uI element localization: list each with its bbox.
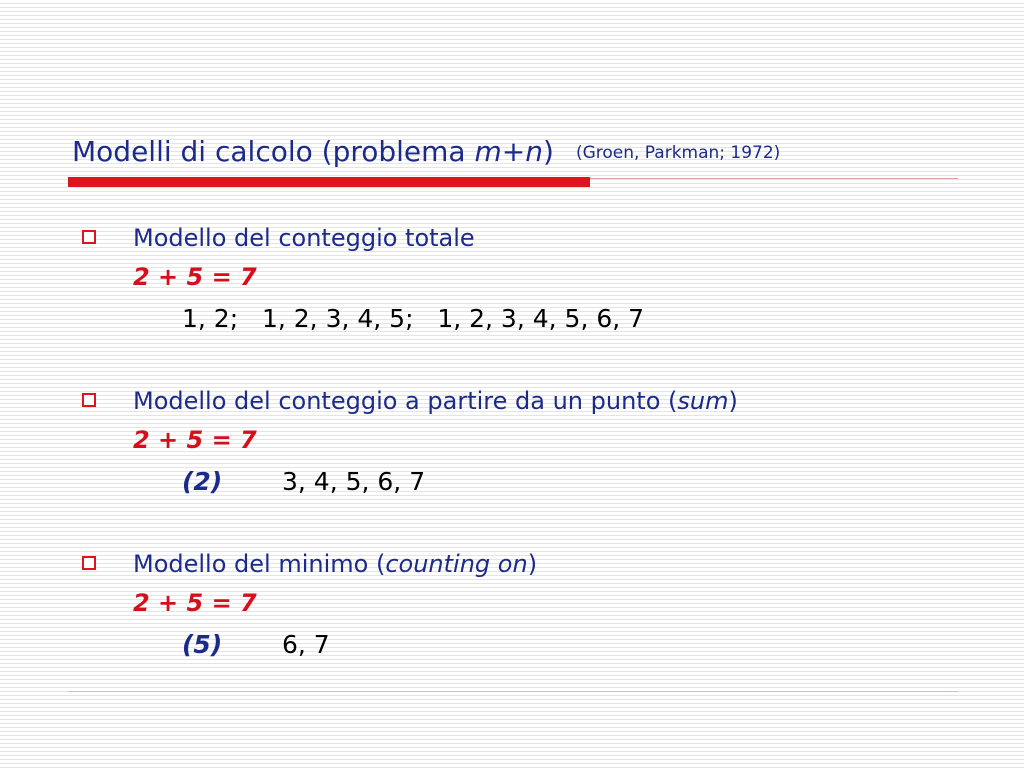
slide-title bbox=[72, 132, 780, 172]
heading-prefix: Modello del conteggio a partire da un punto ( bbox=[133, 387, 678, 415]
title-prefix: Modelli di calcolo (problema bbox=[72, 135, 475, 168]
footer-rule bbox=[68, 691, 958, 692]
square-bullet-icon bbox=[82, 230, 96, 244]
section-minimum-model bbox=[0, 549, 1024, 689]
section-heading bbox=[133, 549, 537, 579]
section-start-value: (5) bbox=[182, 630, 223, 659]
title-citation: (Groen, Parkman; 1972) bbox=[575, 143, 781, 163]
title-var-m: m bbox=[474, 135, 502, 168]
section-heading: Modello del conteggio totale bbox=[133, 224, 475, 252]
heading-prefix: Modello del minimo ( bbox=[133, 550, 386, 578]
section-start-value: (2) bbox=[182, 467, 223, 496]
title-thin-rule bbox=[590, 178, 958, 179]
section-equation: 2 + 5 = 7 bbox=[133, 263, 257, 291]
square-bullet-icon bbox=[82, 393, 96, 407]
section-equation: 2 + 5 = 7 bbox=[133, 426, 257, 454]
section-count-from-point bbox=[0, 386, 1024, 526]
square-bullet-icon bbox=[82, 556, 96, 570]
title-suffix: ) bbox=[543, 135, 554, 168]
section-sequence: 6, 7 bbox=[282, 630, 330, 659]
heading-term: sum bbox=[677, 387, 729, 415]
section-sequence: 3, 4, 5, 6, 7 bbox=[282, 467, 426, 496]
heading-suffix: ) bbox=[527, 550, 538, 578]
heading-suffix: ) bbox=[728, 387, 738, 415]
section-equation: 2 + 5 = 7 bbox=[133, 589, 257, 617]
section-sequence: 1, 2; 1, 2, 3, 4, 5; 1, 2, 3, 4, 5, 6, 7 bbox=[182, 304, 645, 333]
section-total-counting bbox=[0, 223, 1024, 363]
section-heading bbox=[133, 386, 738, 416]
heading-term: counting on bbox=[385, 550, 528, 578]
title-red-underline bbox=[68, 177, 590, 187]
title-plus: + bbox=[501, 135, 526, 168]
title-var-n: n bbox=[525, 135, 543, 168]
